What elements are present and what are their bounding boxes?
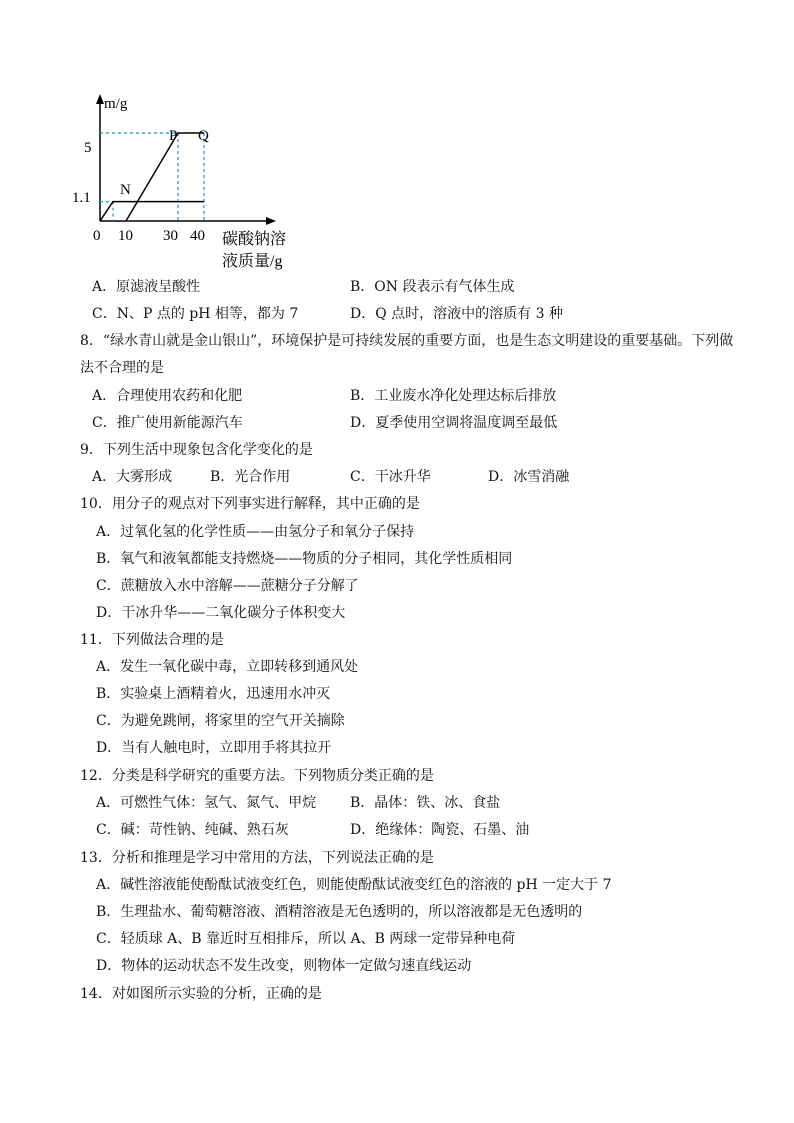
x-axis-arrow bbox=[266, 217, 276, 225]
q10-option-b: B．氧气和液氧都能支持燃烧——物质的分子相同，其化学性质相同 bbox=[96, 551, 513, 567]
q12-option-d: D．绝缘体：陶瓷、石墨、油 bbox=[350, 822, 530, 838]
q10-option-c: C．蔗糖放入水中溶解——蔗糖分子分解了 bbox=[96, 578, 359, 594]
q7-option-c: C．N、P 点的 pH 相等，都为 7 bbox=[92, 306, 299, 322]
q12-stem: 12．分类是科学研究的重要方法。下列物质分类正确的是 bbox=[80, 768, 434, 784]
q7-option-a: A．原滤液呈酸性 bbox=[92, 279, 201, 295]
x-tick-0: 0 bbox=[93, 228, 101, 244]
q8-option-d: D．夏季使用空调将温度调至最低 bbox=[350, 415, 558, 431]
precipitate-mass-graph bbox=[70, 88, 330, 273]
x-tick-10: 10 bbox=[118, 228, 133, 244]
q10-stem: 10．用分子的观点对下列事实进行解释，其中正确的是 bbox=[80, 496, 420, 512]
q11-stem: 11．下列做法合理的是 bbox=[80, 632, 224, 648]
q13-option-b: B．生理盐水、葡萄糖溶液、酒精溶液是无色透明的，所以溶液都是无色透明的 bbox=[96, 904, 583, 920]
q12-option-c: C．碱：苛性钠、纯碱、熟石灰 bbox=[96, 822, 289, 838]
series-line-n bbox=[100, 202, 204, 221]
q11-option-b: B．实验桌上酒精着火，迅速用水冲灭 bbox=[96, 686, 331, 702]
q8-stem-line1: 8．“绿水青山就是金山银山”，环境保护是可持续发展的重要方面，也是生态文明建设的重要基础。下列做 bbox=[80, 333, 734, 349]
q12-option-a: A．可燃性气体：氢气、氮气、甲烷 bbox=[96, 795, 317, 811]
q9-stem: 9．下列生活中现象包含化学变化的是 bbox=[80, 442, 313, 458]
q11-option-c: C．为避免跳闸，将家里的空气开关摘除 bbox=[96, 713, 345, 729]
point-label-p: P bbox=[169, 128, 178, 144]
q8-option-b: B．工业废水净化处理达标后排放 bbox=[350, 388, 557, 404]
point-label-q: Q bbox=[198, 128, 209, 144]
point-label-n: N bbox=[120, 182, 131, 198]
x-tick-30: 30 bbox=[163, 228, 178, 244]
q11-option-d: D．当有人触电时，立即用手将其拉开 bbox=[96, 740, 332, 756]
q9-option-d: D．冰雪消融 bbox=[488, 469, 570, 485]
y-tick-1.1: 1.1 bbox=[72, 190, 91, 206]
q12-option-b: B．晶体：铁、冰、食盐 bbox=[350, 795, 501, 811]
q9-option-b: B．光合作用 bbox=[210, 469, 291, 485]
q13-stem: 13．分析和推理是学习中常用的方法，下列说法正确的是 bbox=[80, 850, 434, 866]
series-line-pq bbox=[126, 133, 204, 221]
q8-option-a: A．合理使用农药和化肥 bbox=[92, 388, 243, 404]
q10-option-a: A．过氧化氢的化学性质——由氢分子和氧分子保持 bbox=[96, 524, 415, 540]
q13-option-c: C．轻质球 A、B 靠近时互相排斥，所以 A、B 两球一定带异种电荷 bbox=[96, 931, 516, 947]
q13-option-d: D．物体的运动状态不发生改变，则物体一定做匀速直线运动 bbox=[96, 958, 472, 974]
y-tick-5: 5 bbox=[84, 140, 92, 156]
x-axis-label-line2: 液质量/g bbox=[222, 253, 283, 270]
q10-option-d: D．干冰升华——二氧化碳分子体积变大 bbox=[96, 605, 346, 621]
q8-stem-line2: 法不合理的是 bbox=[80, 360, 164, 376]
q9-option-a: A．大雾形成 bbox=[92, 469, 173, 485]
x-axis-label-line1: 碳酸钠溶 bbox=[222, 231, 287, 248]
q7-option-b: B．ON 段表示有气体生成 bbox=[350, 279, 515, 295]
y-axis-arrow bbox=[96, 94, 104, 104]
q7-option-d: D．Q 点时，溶液中的溶质有 3 种 bbox=[350, 306, 563, 322]
q11-option-a: A．发生一氧化碳中毒，立即转移到通风处 bbox=[96, 659, 359, 675]
x-tick-40: 40 bbox=[190, 228, 205, 244]
y-axis-label: m/g bbox=[104, 96, 128, 112]
q8-option-c: C．推广使用新能源汽车 bbox=[92, 415, 243, 431]
q13-option-a: A．碱性溶液能使酚酞试液变红色，则能使酚酞试液变红色的溶液的 pH 一定大于 7 bbox=[96, 877, 612, 893]
q9-option-c: C．干冰升华 bbox=[350, 469, 431, 485]
q14-stem: 14．对如图所示实验的分析，正确的是 bbox=[80, 986, 322, 1002]
